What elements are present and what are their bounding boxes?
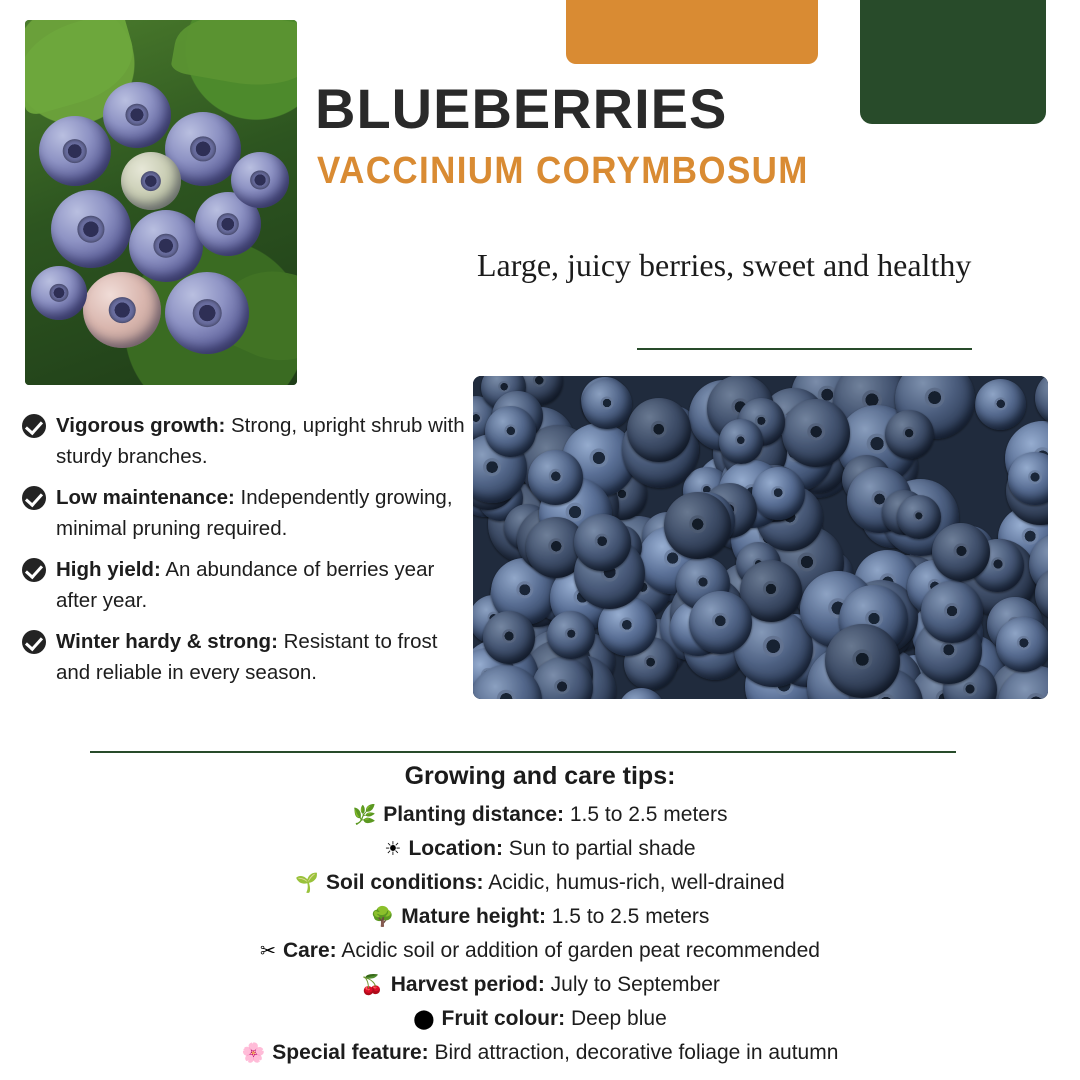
- feature-label: Low maintenance:: [56, 486, 235, 509]
- berry: [51, 190, 131, 268]
- berry: [996, 617, 1048, 672]
- care-item-text: [408, 832, 695, 865]
- divider-bottom: [90, 751, 956, 753]
- care-item: [0, 832, 1080, 866]
- care-item-label: Mature height:: [401, 905, 546, 928]
- feature-description: An abundance of berries year after year.: [56, 558, 435, 612]
- care-item: [0, 866, 1080, 900]
- care-item-icon: 🌱: [295, 873, 320, 894]
- feature-description: Resistant to frost and reliable in every season.: [56, 630, 438, 684]
- berry: [752, 467, 805, 520]
- care-item-value: Sun to partial shade: [502, 837, 696, 860]
- care-item-label: Care:: [282, 939, 337, 962]
- care-item-text: [272, 1036, 838, 1069]
- care-item: [0, 798, 1080, 832]
- feature-label: Winter hardy & strong:: [56, 630, 278, 653]
- berry: [825, 624, 900, 699]
- berry: [121, 152, 181, 210]
- feature-text: [56, 482, 474, 544]
- latin-name: VACCINIUM CORYMBOSUM: [317, 150, 809, 192]
- feature-label: Vigorous growth:: [56, 414, 226, 437]
- care-item-label: Fruit colour:: [441, 1007, 566, 1030]
- feature-text: [56, 410, 474, 472]
- care-item-icon: 🍒: [360, 975, 384, 996]
- berry: [129, 210, 203, 282]
- care-item-icon: ✂: [260, 941, 276, 962]
- berry: [689, 591, 752, 654]
- berry: [231, 152, 289, 208]
- feature-item: [22, 482, 474, 544]
- care-item-value: July to September: [544, 973, 720, 996]
- care-item-text: [401, 900, 709, 933]
- care-item-label: Special feature:: [272, 1041, 429, 1064]
- page-title: BLUEBERRIES: [315, 77, 728, 140]
- care-item-text: [442, 1002, 667, 1035]
- divider-top: [637, 348, 972, 350]
- berry: [627, 398, 691, 462]
- blueberries-closeup-photo: [473, 376, 1048, 699]
- feature-description: Strong, upright shrub with sturdy branches.: [56, 414, 465, 468]
- berry: [885, 410, 934, 459]
- berry: [103, 82, 171, 148]
- feature-text: [56, 626, 474, 688]
- berry: [483, 611, 536, 664]
- berry: [83, 272, 161, 348]
- feature-label: High yield:: [56, 558, 161, 581]
- feature-description: Independently growing, minimal pruning required.: [56, 486, 453, 540]
- care-item-value: Deep blue: [565, 1007, 667, 1030]
- feature-item: [22, 410, 474, 472]
- hero-blueberry-photo: [25, 20, 297, 385]
- berry: [528, 450, 583, 505]
- check-circle-icon: [22, 558, 46, 582]
- care-item-icon: ☀: [384, 839, 402, 860]
- berry: [897, 495, 941, 539]
- care-item-text: [383, 798, 727, 831]
- feature-text: [56, 554, 474, 616]
- care-item-icon: ⬤: [413, 1009, 435, 1030]
- care-item-text: [391, 968, 720, 1001]
- care-tips-list: [0, 798, 1080, 1070]
- check-circle-icon: [22, 630, 46, 654]
- tagline: Large, juicy berries, sweet and healthy: [477, 247, 972, 283]
- berry: [165, 272, 249, 354]
- care-item-label: Location:: [408, 837, 503, 860]
- berry: [31, 266, 87, 320]
- berry: [921, 581, 982, 642]
- feature-item: [22, 626, 474, 688]
- care-item-icon: 🌸: [241, 1043, 266, 1064]
- care-item-value: Acidic, humus-rich, well-drained: [483, 871, 785, 894]
- care-item: [0, 1036, 1080, 1070]
- care-item-text: [283, 934, 820, 967]
- berry: [39, 116, 111, 186]
- care-item: [0, 1002, 1080, 1036]
- care-item-icon: 🌿: [352, 805, 377, 826]
- care-item-value: Bird attraction, decorative foliage in autumn: [428, 1041, 839, 1064]
- berry: [719, 419, 763, 463]
- care-section-title: Growing and care tips:: [404, 762, 676, 790]
- care-item-label: Harvest period:: [390, 973, 545, 996]
- care-item-value: 1.5 to 2.5 meters: [545, 905, 710, 928]
- care-item-text: [326, 866, 785, 899]
- feature-item: [22, 554, 474, 616]
- care-item: [0, 934, 1080, 968]
- check-circle-icon: [22, 414, 46, 438]
- care-item: [0, 968, 1080, 1002]
- care-item-label: Soil conditions:: [326, 871, 484, 894]
- care-item-icon: 🌳: [370, 907, 395, 928]
- check-circle-icon: [22, 486, 46, 510]
- care-item-value: Acidic soil or addition of garden peat recommended: [336, 939, 820, 962]
- berry: [782, 399, 850, 467]
- feature-list: [22, 410, 474, 698]
- decorative-green-block: [860, 0, 1046, 124]
- care-item-value: 1.5 to 2.5 meters: [564, 803, 728, 826]
- berry: [547, 611, 595, 659]
- decorative-orange-block: [566, 0, 818, 64]
- berry: [582, 379, 632, 429]
- berry: [574, 514, 631, 571]
- care-item: [0, 900, 1080, 934]
- care-item-label: Planting distance:: [383, 803, 565, 826]
